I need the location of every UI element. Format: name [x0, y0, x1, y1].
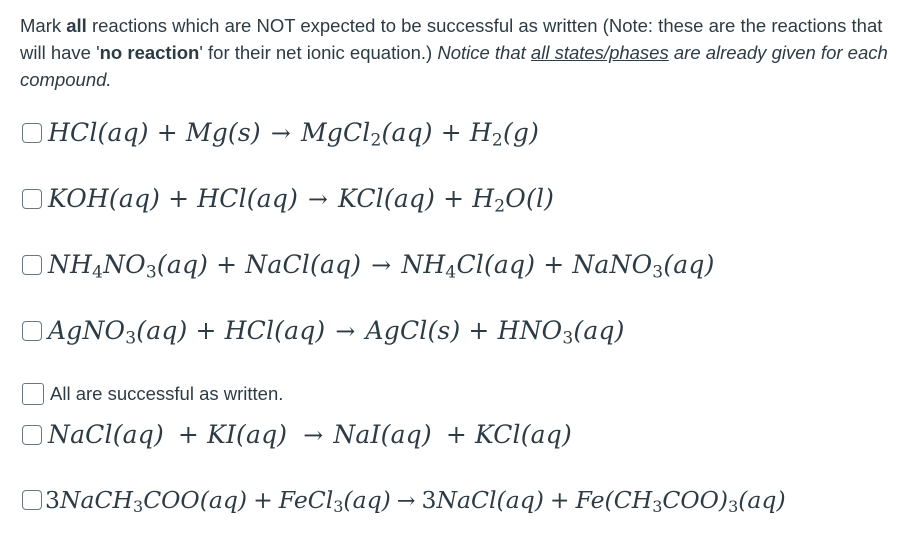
emphasis-all: all: [66, 15, 87, 36]
answer-option-all-successful[interactable]: [22, 383, 283, 405]
checkbox[interactable]: [22, 383, 44, 405]
answer-option-nach3coo-fecl3[interactable]: [22, 486, 786, 514]
answer-option-nacl-ki[interactable]: [22, 420, 572, 449]
note-italic: Notice that: [437, 42, 531, 63]
equation-nach3coo-fecl3: 3NaCH$_3$COO(aq) + FeCl$_3$(aq) → 3NaCl(aq) + $Fe(CH_3COO)_3(aq)$: [45, 486, 786, 516]
checkbox[interactable]: [22, 255, 42, 275]
note-underline: all states/phases: [530, 42, 669, 63]
equation-hcl-mg: HCl(aq) + Mg(s) → MgCl$_2$(aq) + $H_2(g)$: [48, 118, 540, 151]
equation-agno3-hcl: AgNO$_3$(aq) + HCl(aq) → AgCl(s) + $HNO_3(aq)$: [48, 316, 625, 349]
answer-option-nh4no3-nacl[interactable]: [22, 250, 715, 283]
emphasis-no-reaction: no reaction: [99, 42, 200, 63]
checkbox[interactable]: [22, 123, 42, 143]
equation-nacl-ki: NaCl(aq) + KI(aq) → NaI(aq) + KCl(aq): [48, 420, 572, 449]
checkbox[interactable]: [22, 425, 42, 445]
answer-option-koh-hcl[interactable]: [22, 184, 555, 217]
checkbox[interactable]: [22, 490, 42, 510]
checkbox[interactable]: [22, 189, 42, 209]
equation-koh-hcl: $KOH(aq) + HCl(aq) \to KCl(aq) + H_2O(l)$: [48, 184, 555, 217]
answer-option-hcl-mg[interactable]: [22, 118, 540, 151]
option-label: All are successful as written.: [50, 383, 284, 404]
question-prompt: Mark all reactions which are NOT expected to be successful as written (Note: these are the reactions that will have 'no reaction' for their net ionic equation.) Notice that all states/phases are already given for each compound.: [20, 15, 888, 90]
answer-option-agno3-hcl[interactable]: [22, 316, 625, 349]
checkbox[interactable]: [22, 321, 42, 341]
equation-nh4no3-nacl: $NH_4NO_3(aq)$ + NaCl(aq) → $NH_4Cl(aq)$ + NaNO$_3$(aq): [48, 250, 715, 283]
